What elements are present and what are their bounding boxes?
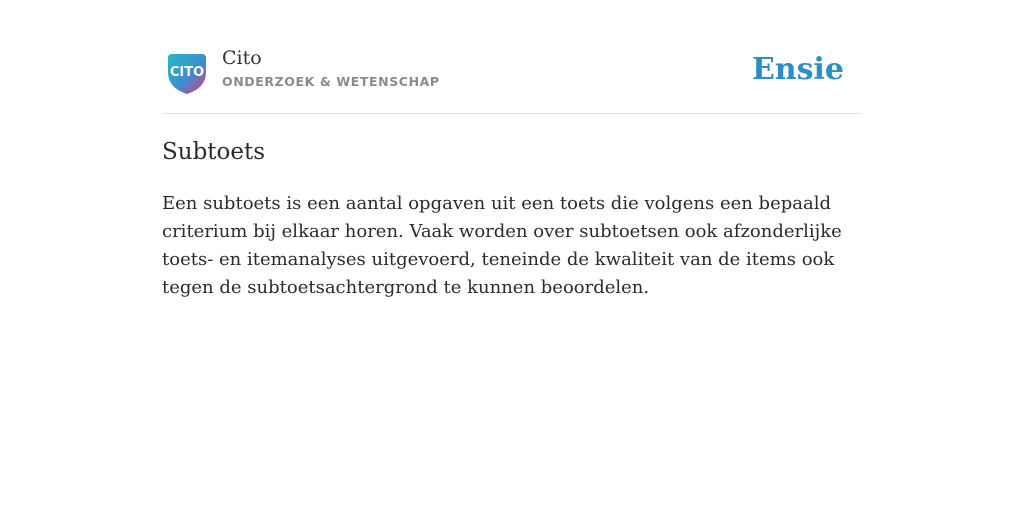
brand-subtitle: ONDERZOEK & WETENSCHAP	[222, 74, 440, 89]
header	[162, 46, 862, 114]
cito-logo[interactable]	[164, 50, 210, 96]
logo-text: CITO	[169, 65, 205, 80]
article-body: Een subtoets is een aantal opgaven uit een toets die volgens een bepaald criterium bij elkaar horen. Vaak worden over subtoetsen ook afzonderlijke toets- en itemanalyses uitgevoerd, teneinde de kwaliteit van de items ook tegen de subtoetsachtergrond te kunnen beoordelen.	[162, 193, 842, 298]
article-title: Subtoets	[162, 139, 266, 165]
brand-name[interactable]: Cito	[222, 47, 262, 69]
cito-logo-icon	[164, 50, 210, 96]
site-title-link[interactable]: Ensie	[751, 52, 844, 87]
